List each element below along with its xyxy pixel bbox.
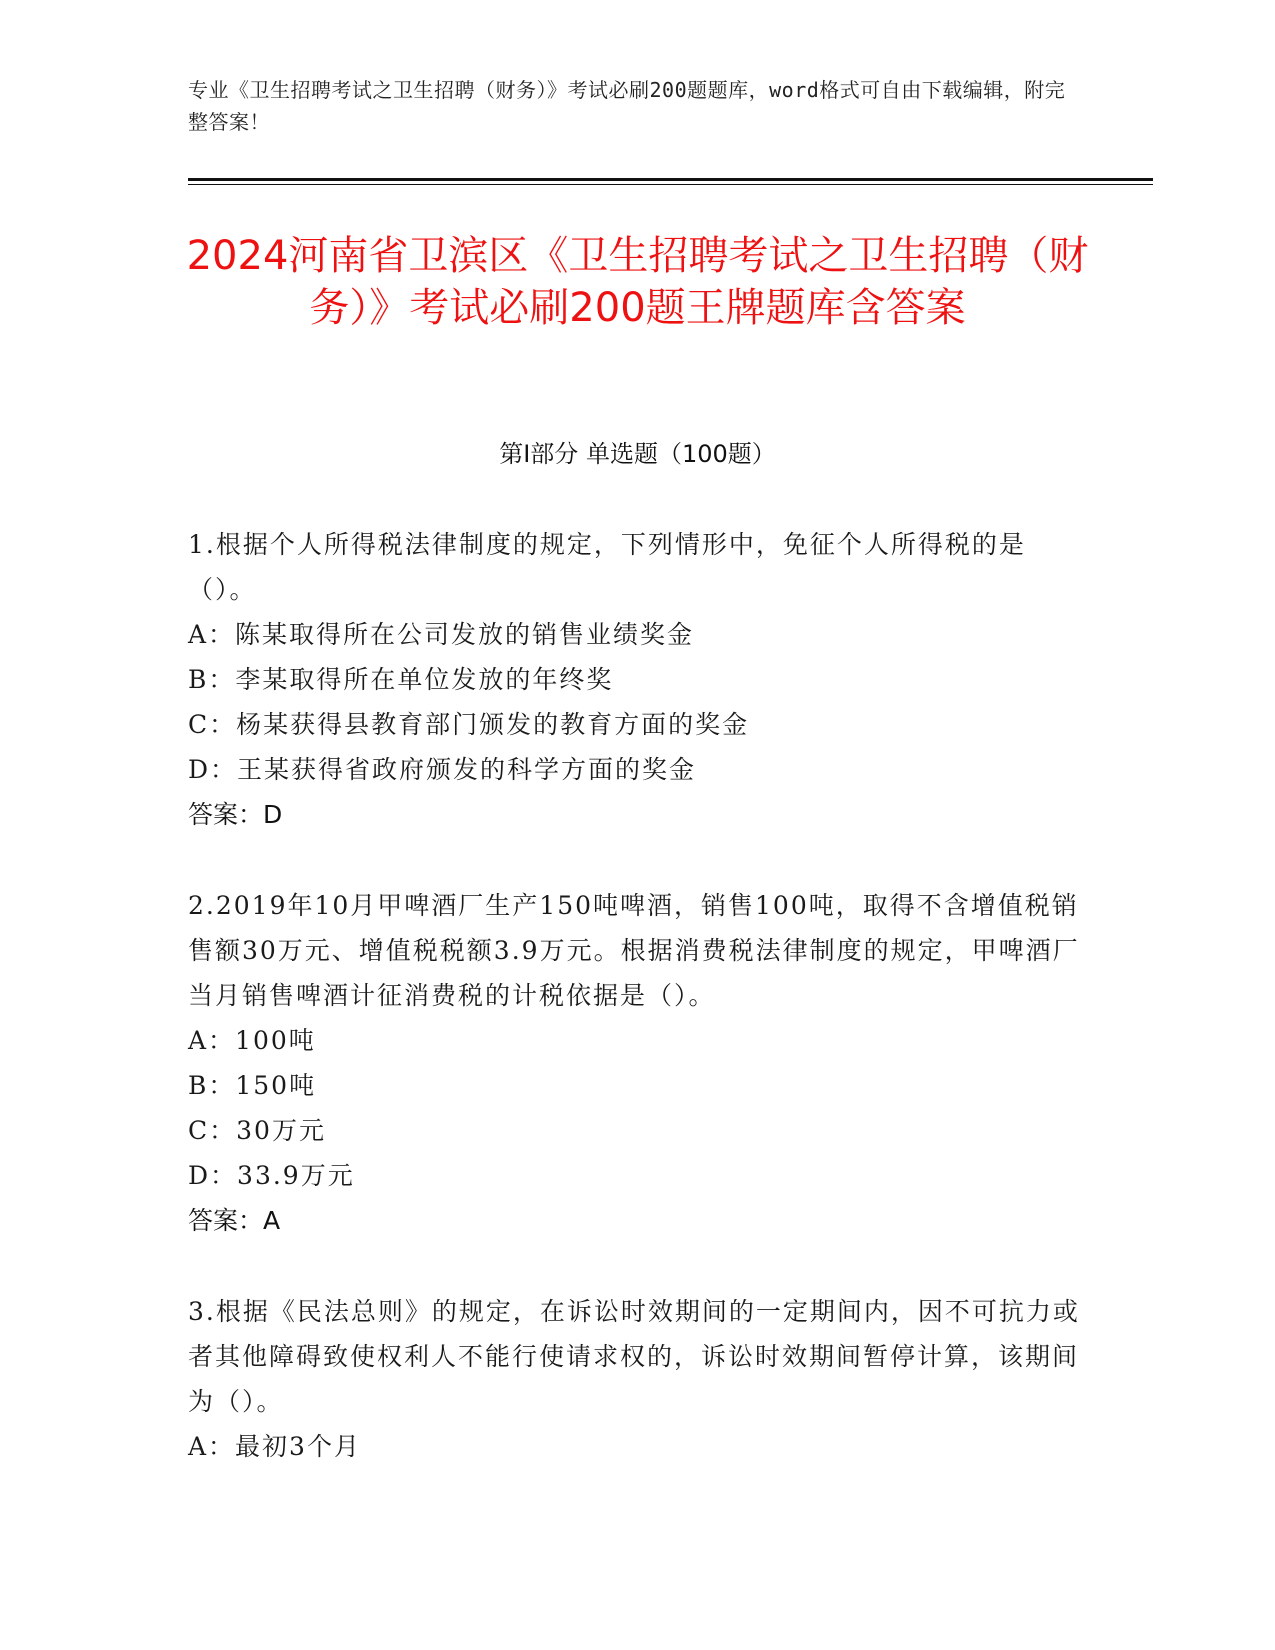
question-1 — [188, 522, 1088, 837]
section-heading: 第I部分 单选题（100题） — [499, 440, 776, 468]
question-stem: 3.根据《民法总则》的规定，在诉讼时效期间的一定期间内，因不可抗力或者其他障碍致使权利人不能行使请求权的，诉讼时效期间暂停计算，该期间为（）。 — [188, 1297, 1080, 1416]
option-a: A：100吨 — [188, 1026, 316, 1055]
question-2 — [188, 883, 1088, 1243]
header-divider-thin — [188, 184, 1153, 185]
header-divider-thick — [188, 178, 1153, 181]
option-a: A：最初3个月 — [188, 1432, 361, 1461]
header-note: 专业《卫生招聘考试之卫生招聘（财务）》考试必刷200题题库，word格式可自由下载编辑，附完整答案！ — [188, 78, 1066, 134]
option-d: D：33.9万元 — [188, 1161, 355, 1190]
option-c: C：30万元 — [188, 1116, 326, 1145]
option-d: D：王某获得省政府颁发的科学方面的奖金 — [188, 755, 697, 784]
option-a: A：陈某取得所在公司发放的销售业绩奖金 — [188, 620, 695, 649]
question-list — [188, 522, 1088, 1515]
option-b: B：150吨 — [188, 1071, 317, 1100]
option-c: C：杨某获得县教育部门颁发的教育方面的奖金 — [188, 710, 750, 739]
option-b: B：李某取得所在单位发放的年终奖 — [188, 665, 614, 694]
question-stem: 2.2019年10月甲啤酒厂生产150吨啤酒，销售100吨，取得不含增值税销售额30万元、增值税税额3.9万元。根据消费税法律制度的规定，甲啤酒厂当月销售啤酒计征消费税的计税依据是（）。 — [188, 891, 1080, 1010]
question-3 — [188, 1289, 1088, 1469]
document-title: 2024河南省卫滨区《卫生招聘考试之卫生招聘（财务）》考试必刷200题王牌题库含答案 — [186, 233, 1089, 331]
question-stem: 1.根据个人所得税法律制度的规定，下列情形中，免征个人所得税的是（）。 — [188, 530, 1026, 604]
answer-line: 答案：D — [188, 800, 283, 829]
answer-line: 答案：A — [188, 1206, 281, 1235]
